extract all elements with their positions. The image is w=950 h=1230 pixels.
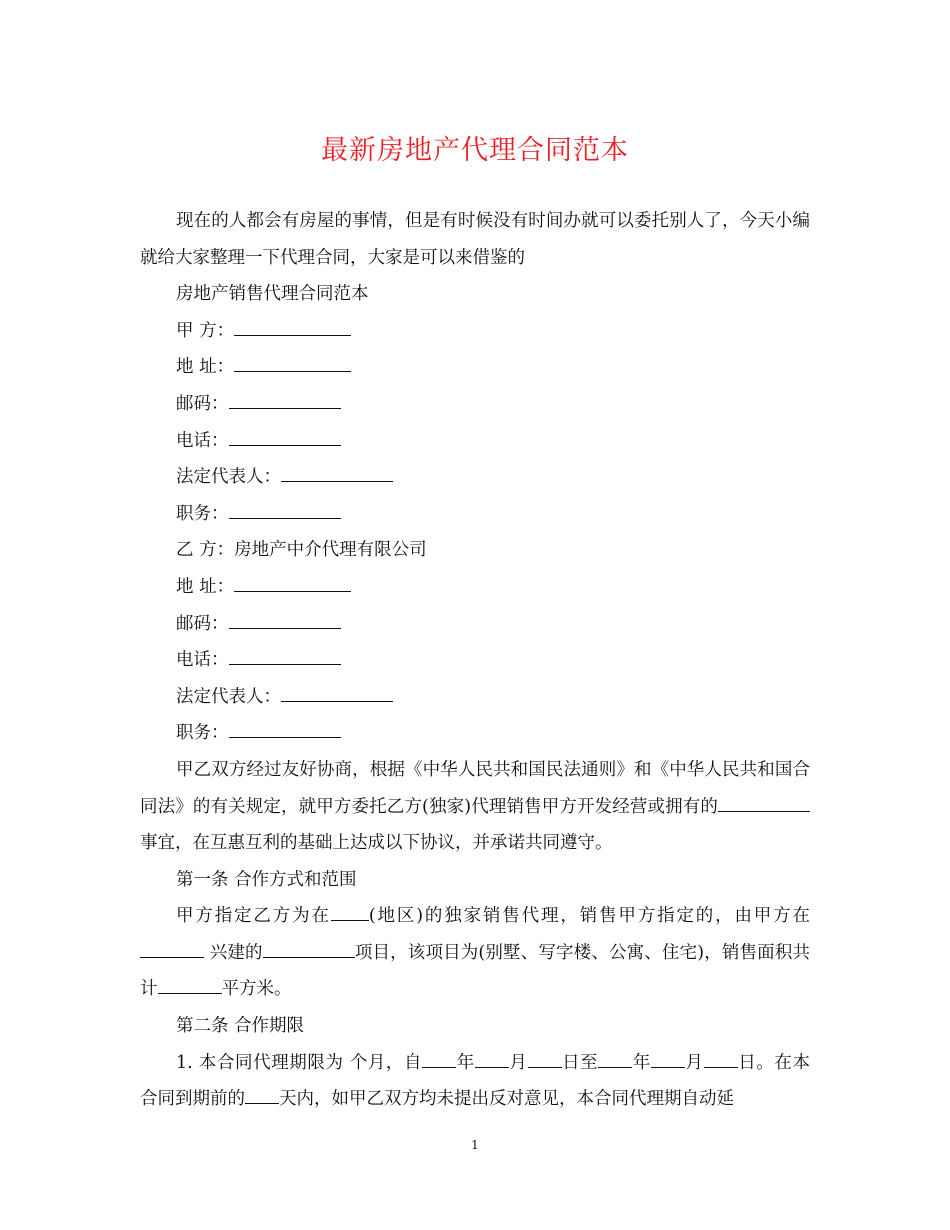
article-2-text-3: 月 bbox=[508, 1052, 528, 1073]
party-a-address-line bbox=[140, 349, 810, 386]
preamble-text-2: 事宜，在互惠互利的基础上达成以下协议，并承诺共同遵守。 bbox=[140, 833, 613, 854]
party-a-phone-label: 电话： bbox=[176, 430, 229, 451]
party-a-legal-rep-label: 法定代表人： bbox=[176, 467, 281, 488]
party-b-name-line bbox=[140, 532, 810, 569]
party-a-postcode-blank bbox=[229, 390, 341, 409]
article-2-text-2: 年 bbox=[456, 1052, 475, 1073]
article-2-end-year-blank bbox=[598, 1049, 632, 1068]
party-b-postcode-line bbox=[140, 606, 810, 643]
article-1-area-blank bbox=[158, 975, 222, 994]
party-b-phone-blank bbox=[229, 646, 341, 665]
article-2-text-6: 月 bbox=[684, 1052, 704, 1073]
article-2-paragraph bbox=[140, 1045, 810, 1118]
party-b-postcode-label: 邮码： bbox=[176, 613, 229, 634]
party-a-position-label: 职务： bbox=[176, 503, 229, 524]
party-b-legal-rep-label: 法定代表人： bbox=[176, 686, 281, 707]
party-a-address-label: 地 址： bbox=[176, 357, 235, 378]
party-a-postcode-line bbox=[140, 386, 810, 423]
party-b-legal-rep-blank bbox=[281, 683, 393, 702]
party-b-address-blank bbox=[234, 573, 351, 592]
article-2-start-day-blank bbox=[528, 1049, 562, 1068]
article-2-end-month-blank bbox=[651, 1049, 685, 1068]
party-a-phone-line bbox=[140, 423, 810, 460]
article-1-text-5: 平方米。 bbox=[221, 979, 292, 1000]
article-2-text-7: 日。在本合同到期前的 bbox=[140, 1052, 811, 1110]
document-title: 最新房地产代理合同范本 bbox=[321, 135, 629, 166]
preamble-text-1: 甲乙双方经过友好协商，根据《中华人民共和国民法通则》和《中华人民共和国合同法》的有关规定，就甲方委托乙方(独家)代理销售甲方开发经营或拥有的 bbox=[140, 759, 810, 817]
party-b-address-line bbox=[140, 569, 810, 606]
party-a-address-blank bbox=[234, 353, 351, 372]
article-1-text-4: 项目，该项目为(别墅、写字楼、公寓、住宅)，销售面积共计 bbox=[140, 942, 810, 1000]
article-2-text-8: 天内，如甲乙双方均未提出反对意见，本合同代理期自动延 bbox=[279, 1089, 734, 1110]
article-2-start-month-blank bbox=[475, 1049, 509, 1068]
party-b-position-line bbox=[140, 715, 810, 752]
party-b-position-label: 职务： bbox=[176, 723, 229, 744]
party-a-position-blank bbox=[229, 500, 341, 519]
article-2-text-5: 年 bbox=[632, 1052, 651, 1073]
party-a-phone-blank bbox=[229, 427, 341, 446]
article-1-text-2: (地区)的独家销售代理，销售甲方指定的，由甲方在 bbox=[368, 906, 811, 927]
preamble-paragraph bbox=[140, 752, 810, 862]
party-a-legal-rep-line bbox=[140, 459, 810, 496]
contract-subtitle: 房地产销售代理合同范本 bbox=[176, 284, 369, 305]
party-b-postcode-blank bbox=[229, 610, 341, 629]
party-b-legal-rep-line bbox=[140, 679, 810, 716]
article-1-heading: 第一条 合作方式和范围 bbox=[176, 869, 357, 890]
party-b-address-label: 地 址： bbox=[176, 576, 235, 597]
party-a-name-blank bbox=[234, 317, 351, 336]
preamble-blank bbox=[718, 793, 810, 812]
party-b-name-value: 房地产中介代理有限公司 bbox=[234, 540, 427, 561]
party-a-name-line bbox=[140, 313, 810, 350]
intro-paragraph: 现在的人都会有房屋的事情，但是有时候没有时间办就可以委托别人了，今天小编就给大家整理一下代理合同，大家是可以来借鉴的 bbox=[140, 211, 810, 268]
party-a-name-label: 甲 方： bbox=[176, 320, 235, 341]
party-a-postcode-label: 邮码： bbox=[176, 393, 229, 414]
article-1-paragraph bbox=[140, 898, 810, 1008]
party-b-name-label: 乙 方： bbox=[176, 540, 235, 561]
party-b-phone-label: 电话： bbox=[176, 650, 229, 671]
document-body bbox=[140, 203, 810, 1118]
article-1-text-1: 甲方指定乙方为在 bbox=[176, 906, 331, 927]
article-2-days-blank bbox=[245, 1085, 279, 1104]
article-2-end-day-blank bbox=[704, 1049, 738, 1068]
article-1-text-3: 兴建的 bbox=[204, 942, 263, 963]
article-2-text-1: 1. 本合同代理期限为 个月，自 bbox=[176, 1052, 423, 1073]
party-a-position-line bbox=[140, 496, 810, 533]
article-1-region-blank bbox=[331, 902, 369, 921]
article-1-project-blank bbox=[263, 939, 355, 958]
article-2-heading: 第二条 合作期限 bbox=[176, 1016, 305, 1037]
party-b-phone-line bbox=[140, 642, 810, 679]
article-2-start-year-blank bbox=[422, 1049, 456, 1068]
article-1-location-blank bbox=[140, 939, 204, 958]
article-2-text-4: 日至 bbox=[561, 1052, 599, 1073]
party-a-legal-rep-blank bbox=[281, 463, 393, 482]
party-b-position-blank bbox=[229, 719, 341, 738]
page-number: 1 bbox=[471, 1138, 479, 1152]
